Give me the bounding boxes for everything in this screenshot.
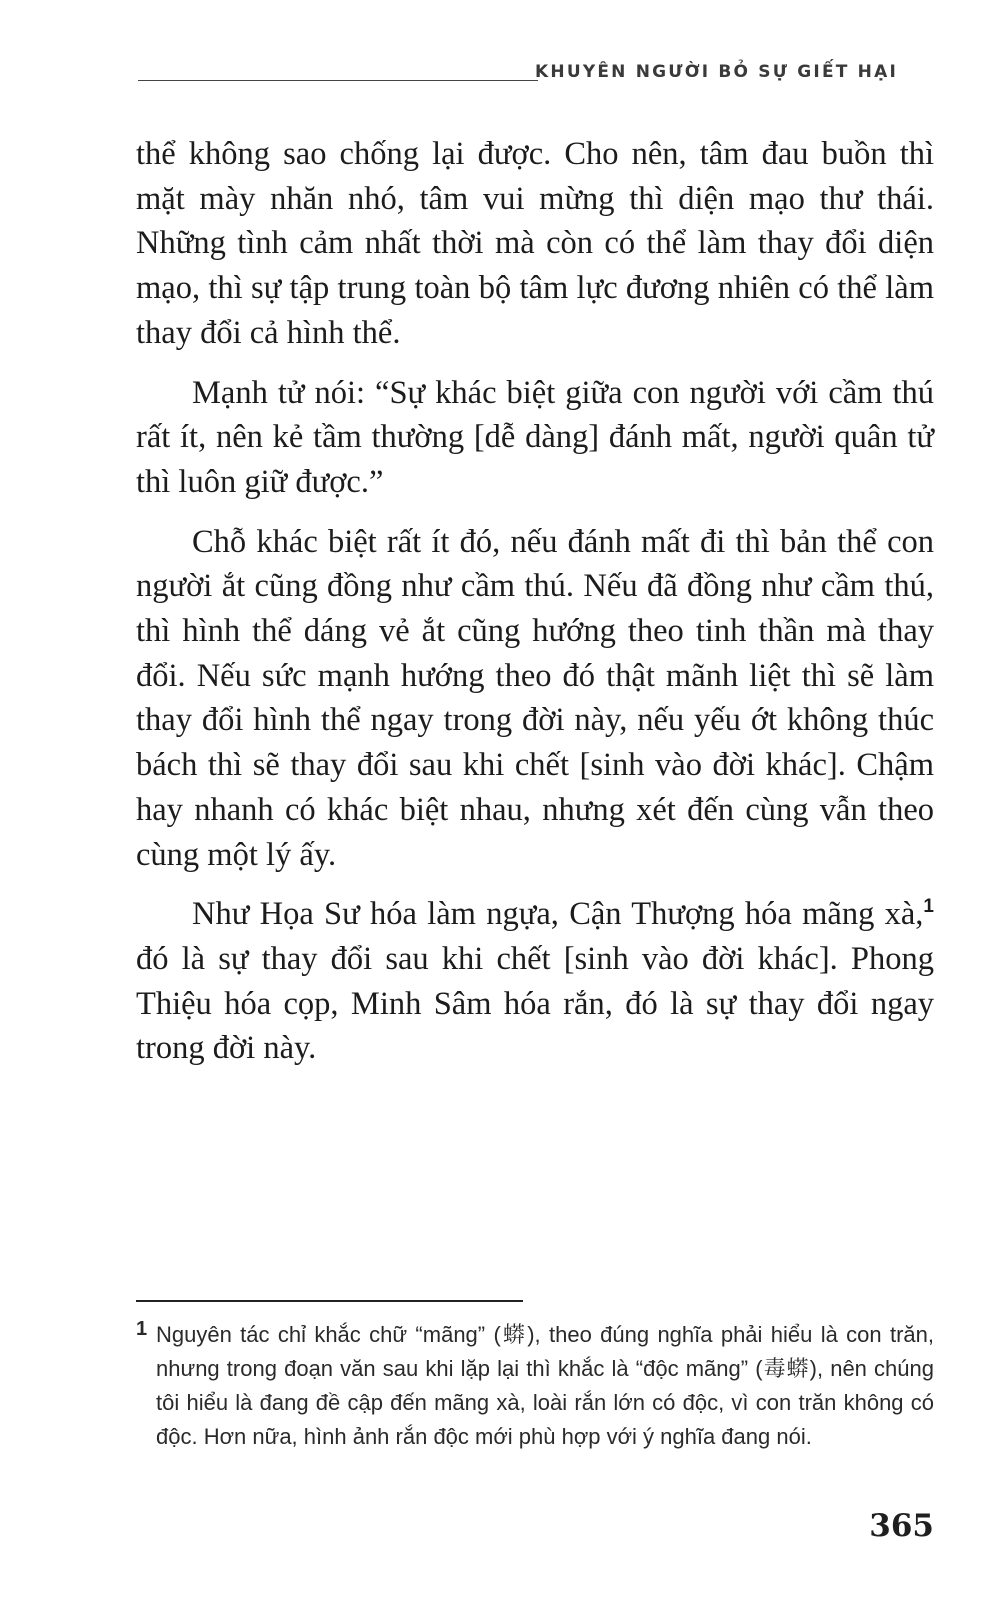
paragraph-text-part-1: Như Họa Sư hóa làm ngựa, Cận Thượng hóa mãng xà, bbox=[192, 896, 924, 933]
page-number: 365 bbox=[869, 1508, 934, 1544]
paragraph-mencius-quote: Mạnh tử nói: “Sự khác biệt giữa con người với cầm thú rất ít, nên kẻ tầm thường [dễ dàng] đánh mất, người quân tử thì luôn giữ được.” bbox=[136, 374, 934, 500]
footnote-text: Nguyên tác chỉ khắc chữ “mãng” (蟒), theo đúng nghĩa phải hiểu là con trăn, nhưng trong đoạn văn sau khi lặp lại thì khắc là “độc mãng” (毒蟒), nên chúng tôi hiểu là đang đề cập đến mãng xà, loài rắn lớn có độc, vì con trăn không có độc. Hơn nữa, hình ảnh rắn độc mới phù hợp với ý nghĩa đang nói. bbox=[156, 1322, 934, 1449]
paragraph-text-part-2: đó là sự thay đổi sau khi chết [sinh vào đời khác]. Phong Thiệu hóa cọp, Minh Sâm hóa rắn, đó là sự thay đổi ngay trong đời này. bbox=[136, 940, 934, 1067]
paragraph-continued: thể không sao chống lại được. Cho nên, tâm đau buồn thì mặt mày nhăn nhó, tâm vui mừng thì diện mạo thư thái. Những tình cảm nhất thời mà còn có thể làm thay đổi diện mạo, thì sự tập trung toàn bộ tâm lực đương nhiên có thể làm thay đổi cả hình thể. bbox=[136, 136, 934, 351]
paragraph-difference: Chỗ khác biệt rất ít đó, nếu đánh mất đi thì bản thể con người ắt cũng đồng như cầm thú. Nếu đã đồng như cầm thú, thì hình thể dáng vẻ ắt cũng hướng theo tinh thần mà thay đổi. Nếu sức mạnh hướng theo đó thật mãnh liệt thì sẽ làm thay đổi hình thể ngay trong đời này, nếu yếu ớt không thúc bách thì sẽ thay đổi sau khi chết [sinh vào đời khác]. Chậm hay nhanh có khác biệt nhau, nhưng xét đến cùng vẫn theo cùng một lý ấy. bbox=[136, 523, 934, 873]
running-header bbox=[138, 54, 898, 94]
header-rule bbox=[138, 80, 538, 81]
paragraph-transformation bbox=[136, 892, 934, 1071]
running-title: KHUYÊN NGƯỜI BỎ SỰ GIẾT HẠI bbox=[535, 62, 898, 82]
footnote-separator bbox=[136, 1300, 523, 1302]
footnote-marker: 1 bbox=[136, 1318, 148, 1340]
footnote bbox=[136, 1318, 934, 1454]
footnote-reference: 1 bbox=[923, 896, 934, 918]
main-text bbox=[136, 132, 934, 1086]
